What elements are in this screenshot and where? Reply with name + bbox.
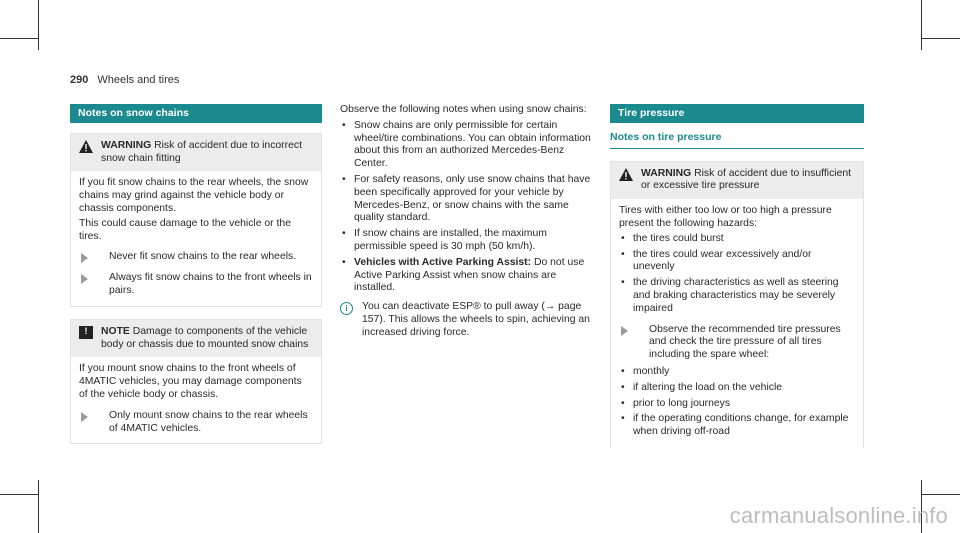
section-heading: Tire pressure xyxy=(610,104,864,123)
list-item: • if the operating conditions change, for example when driving off-road xyxy=(619,413,855,439)
check-list xyxy=(619,366,855,439)
list-item: • the tires could wear excessively and/or unevenly xyxy=(619,249,855,275)
warning-text: This could cause damage to the vehicle or the tires. xyxy=(79,217,291,242)
note-title: Damage to components of the vehicle body or chassis due to mounted snow chains xyxy=(101,325,309,350)
watermark: carmanualsonline.info xyxy=(729,503,948,528)
warning-title: Risk of accident due to incorrect snow chain fitting xyxy=(101,139,302,164)
info-text: You can deactivate ESP® to pull away (→ page 157). This allows the wheels to spin, achieving an increased driving force. xyxy=(362,301,590,338)
exclamation-icon: ! xyxy=(79,326,93,339)
list-item: • monthly xyxy=(619,366,855,379)
warning-label: WARNING xyxy=(641,167,692,179)
notes-list xyxy=(340,120,594,295)
note-box xyxy=(70,319,322,445)
page-header xyxy=(70,74,179,86)
list-item: • the driving characteristics as well as steering and braking characteristics may be severely impaired xyxy=(619,277,855,315)
page-number: 290 xyxy=(70,74,89,86)
note-label: NOTE xyxy=(101,325,130,337)
arrow-right-icon xyxy=(81,412,88,422)
crop-mark xyxy=(921,0,922,50)
section-title: Wheels and tires xyxy=(97,74,180,86)
warning-triangle-icon xyxy=(79,140,93,153)
column-tire-pressure xyxy=(610,104,864,448)
instruction-step: Never fit snow chains to the rear wheels. xyxy=(79,251,313,264)
crop-mark xyxy=(38,0,39,50)
warning-title: Risk of accident due to insufficient or excessive tire pressure xyxy=(641,167,852,192)
crop-mark xyxy=(38,480,39,533)
arrow-right-icon xyxy=(81,274,88,284)
warning-box xyxy=(70,133,322,307)
instruction-step: Always fit snow chains to the front wheels in pairs. xyxy=(79,272,313,298)
intro-text: Observe the following notes when using snow chains: xyxy=(340,104,587,115)
crop-mark xyxy=(922,38,960,39)
parking-assist-label: Vehicles with Active Parking Assist: xyxy=(354,256,532,268)
parking-assist-text: Do not use Active Parking Assist when snow chains are installed. xyxy=(354,256,585,294)
warning-text: If you fit snow chains to the rear wheels, the snow chains may grind against the vehicle body or chassis components. xyxy=(79,177,309,214)
warning-text: Tires with either too low or too high a pressure present the following hazards: xyxy=(619,205,832,229)
subsection-heading: Notes on tire pressure xyxy=(610,129,864,149)
list-item: • prior to long journeys xyxy=(619,398,855,411)
list-item xyxy=(340,257,594,295)
warning-label: WARNING xyxy=(101,139,152,151)
crop-mark xyxy=(0,494,38,495)
column-snow-chain-notes xyxy=(340,104,594,340)
column-snow-chains xyxy=(70,104,322,444)
arrow-right-icon xyxy=(81,253,88,263)
crop-mark xyxy=(0,38,38,39)
info-note xyxy=(340,301,594,339)
crop-mark xyxy=(922,494,960,495)
note-text: If you mount snow chains to the front wheels of 4MATIC vehicles, you may damage components of the vehicle body or chassis. xyxy=(79,363,302,400)
warning-triangle-icon xyxy=(619,168,633,181)
list-item: • For safety reasons, only use snow chains that have been specifically approved for your vehicle by Mercedes-Benz, or snow chains with the same quality standard. xyxy=(340,174,594,225)
list-item: • if altering the load on the vehicle xyxy=(619,382,855,395)
warning-box xyxy=(610,161,864,448)
arrow-right-icon xyxy=(621,326,628,336)
instruction-step: Observe the recommended tire pressures and check the tire pressure of all tires including the spare wheel: xyxy=(619,324,855,362)
instruction-step: Only mount snow chains to the rear wheels of 4MATIC vehicles. xyxy=(79,410,313,436)
list-item: • Snow chains are only permissible for certain wheel/tire combinations. You can obtain information about this from an authorized Mercedes-Benz Center. xyxy=(340,120,594,171)
section-heading: Notes on snow chains xyxy=(70,104,322,123)
hazard-list xyxy=(619,233,855,316)
list-item: • the tires could burst xyxy=(619,233,855,246)
list-item: • If snow chains are installed, the maximum permissible speed is 30 mph (50 km/h). xyxy=(340,228,594,254)
info-icon: i xyxy=(340,302,353,315)
